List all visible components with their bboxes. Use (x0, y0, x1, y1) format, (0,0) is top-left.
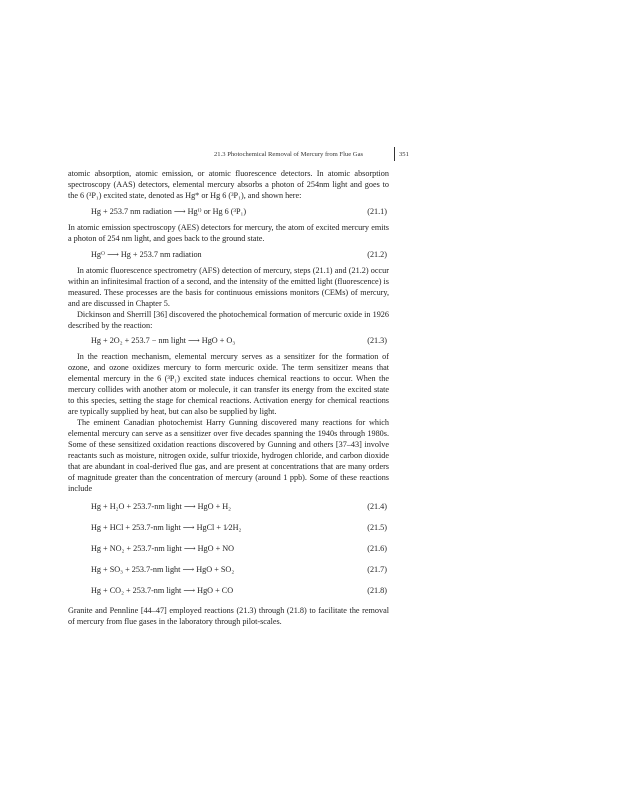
equation-21-1 (68, 206, 389, 218)
paragraph: In atomic emission spectroscopy (AES) detectors for mercury, the atom of excited mercury emits a photon of 254 nm light, and goes back to the ground state. (68, 222, 389, 243)
running-title: 21.3 Photochemical Removal of Mercury from Flue Gas (214, 151, 364, 158)
equation-21-7 (68, 564, 389, 576)
page-number: 351 (399, 151, 409, 158)
equation-21-5 (68, 522, 389, 534)
paragraph: In the reaction mechanism, elemental mercury serves as a sensitizer for the formation of ozone, and ozone oxidizes mercury to form mercuric oxide. The term sensitizer means that elemental mercury in the 6 (³P₁) excited state induces chemical reactions to occur. When the mercury collides with another atom or molecule, it can transfer its energy from the excited state to this species, setting the stage for chemical reactions. Activation energy for chemical reactions are typically supplied by heat, but can also be supplied by light. (68, 352, 389, 417)
equation-21-6 (68, 543, 389, 555)
body-text (68, 169, 389, 628)
equation-expression: Hg + CO₂ + 253.7-nm light ⟶ HgO + CO (91, 585, 234, 595)
header-divider (394, 147, 395, 161)
equation-number: (21.2) (367, 249, 387, 259)
equation-number: (21.7) (367, 564, 387, 574)
equation-number: (21.3) (367, 336, 387, 346)
equation-21-8 (68, 585, 389, 597)
equation-number: (21.6) (367, 543, 387, 553)
equation-21-3 (68, 335, 389, 347)
equation-expression: Hg + 253.7 nm radiation ⟶ Hg⁽⁾ or Hg 6 (³P₁) (91, 206, 247, 216)
paragraph: The eminent Canadian photochemist Harry Gunning discovered many reactions for which elemental mercury can serve as a sensitizer over five decades spanning the 1940s through 1980s. Some of these sensitized oxidation reactions discovered by Gunning and others [37–43] involve reactants such as moisture, nitrogen oxide, sulfur trioxide, hydrogen chloride, and carbon dioxide that are abundant in coal-derived flue gas, and are present at concentrations that are many orders of magnitude greater than the concentration of mercury (around 1 ppb). Some of these reactions include (68, 418, 389, 493)
paragraph: In atomic fluorescence spectrometry (AFS) detection of mercury, steps (21.1) and (21.2) occur within an infinitesimal fraction of a second, and the intensity of the emitted light (fluorescence) is measured. These processes are the basis for continuous emissions monitors (CEMs) of mercury, and are discussed in Chapter 5. (68, 265, 389, 308)
paragraph: Dickinson and Sherrill [36] discovered the photochemical formation of mercuric oxide in 1926 described by the reaction: (68, 309, 389, 330)
equation-21-2 (68, 249, 389, 261)
equation-expression: Hg + 2O₂ + 253.7 − nm light ⟶ HgO + O₃ (91, 336, 236, 346)
equation-expression: Hg + H₂O + 253.7-nm light ⟶ HgO + H₂ (91, 501, 232, 511)
equation-expression: Hg⁽⁾ ⟶ Hg + 253.7 nm radiation (91, 249, 202, 259)
equation-number: (21.1) (367, 206, 387, 216)
equation-21-4 (68, 501, 389, 513)
equation-number: (21.8) (367, 585, 387, 595)
paragraph: atomic absorption, atomic emission, or atomic fluorescence detectors. In atomic absorption spectroscopy (AAS) detectors, elemental mercury absorbs a photon of 254nm light and goes to the 6 (³P₁) excited state, denoted as Hg* or Hg 6 (³P₁), and shown here: (68, 169, 389, 200)
equation-expression: Hg + NO₂ + 253.7-nm light ⟶ HgO + NO (91, 543, 235, 553)
equation-expression: Hg + SO₃ + 253.7-nm light ⟶ HgO + SO₂ (91, 564, 235, 574)
paragraph: Granite and Pennline [44–47] employed reactions (21.3) through (21.8) to facilitate the removal of mercury from flue gases in the laboratory through pilot-scales. (68, 605, 389, 626)
equation-expression: Hg + HCl + 253.7-nm light ⟶ HgCl + 1⁄2H₂ (91, 522, 242, 532)
equation-number: (21.4) (367, 501, 387, 511)
equation-number: (21.5) (367, 522, 387, 532)
